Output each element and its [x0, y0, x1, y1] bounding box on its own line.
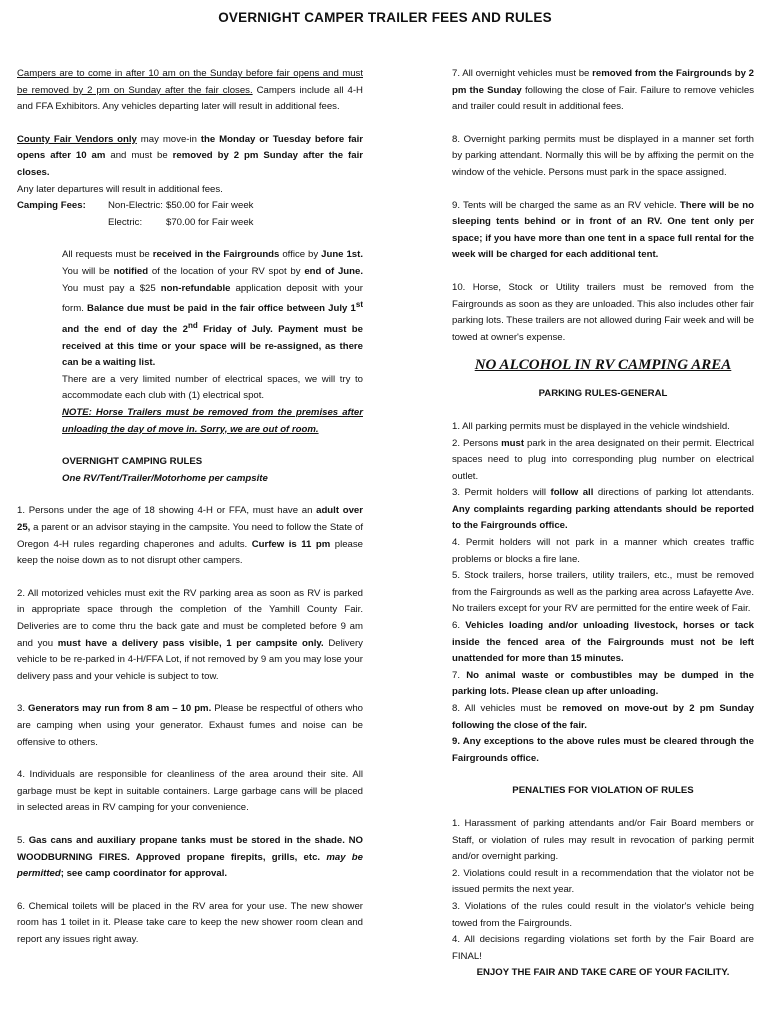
r9-b: There will be no sleeping tents behind or in front of an RV. One tent only per space; if you have more than one tent in a space full rental for the week will be charged for each additional tent.: [452, 199, 755, 261]
r2-c: Delivery vehicle to be re-parked in 4-H/FFA Lot, if not removed by 9 am you may lose your delivery pass and your vehicle is subject to tow.: [17, 637, 363, 682]
parking-rule-3: [452, 485, 754, 535]
p3-a: 3. Permit holders will: [452, 487, 551, 499]
horse-trailer-note: NOTE: Horse Trailers must be removed from the premises after unloading the day of move in. Sorry, we are out of room.: [62, 407, 363, 435]
penalties-heading: PENALTIES FOR VIOLATION OF RULES: [512, 785, 694, 797]
req-l-sup: st: [355, 300, 363, 310]
rule-6: 6. Chemical toilets will be placed in the RV area for your use. The new shower room has 1 toilet in it. Please take care to keep the new shower room clean and report any issues right away.: [17, 900, 363, 945]
r1-e: please keep the noise down as to not disrupt other campers.: [17, 538, 364, 567]
penalty-4: 4. All decisions regarding violations set forth by the Fair Board are FINAL!: [452, 934, 754, 962]
parking-rule-1: 1. All parking permits must be displayed in the vehicle windshield.: [452, 420, 730, 432]
requests-paragraph: [62, 247, 363, 372]
r3-b: Generators may run from 8 am – 10 pm.: [27, 703, 212, 715]
req-j: non-refundable: [160, 282, 231, 294]
r1-b: adult over 25,: [17, 505, 363, 534]
vendors-b: may move-in: [136, 133, 201, 145]
r1-d: Curfew is 11 pm: [251, 538, 331, 550]
vendors-later: Any later departures will result in additional fees.: [17, 183, 223, 195]
electric-label: Electric:: [108, 216, 143, 228]
r3-c: Please be respectful of others who are camping when using your generator. Exhaust fumes and noise can be offensive to others.: [17, 703, 364, 748]
rule-5: [17, 833, 363, 883]
p7-a: 7.: [452, 669, 467, 681]
rule-8: 8. Overnight parking permits must be displayed in a manner set forth by parking attendant. Normally this will be by affixing the permit on the window of the vehicle. Persons must park in the space assigned.: [452, 133, 754, 178]
req-i: You must pay a $25: [62, 282, 161, 294]
req-b: received in the Fairgrounds: [152, 249, 280, 261]
parking-heading: PARKING RULES-GENERAL: [538, 388, 668, 400]
r1-c: a parent or an advisor staying in the campsite. You need to follow the State of Oregon 4-H rules regarding chaperones and adults.: [17, 522, 363, 550]
vendors-e: removed by 2 pm Sunday after the fair closes.: [17, 150, 363, 178]
parking-rule-8: [452, 701, 754, 734]
r5-d: ; see camp coordinator for approval.: [60, 868, 228, 880]
req-n: Friday of July. Payment must be received at this time or your space will be re-assigned, as there can be a waiting list.: [62, 324, 363, 369]
intro-underlined: Campers are to come in after 10 am on the Sunday before fair opens and must be removed by 2 pm on Sunday after the fair closes.: [17, 68, 363, 96]
closing-line: ENJOY THE FAIR AND TAKE CARE OF YOUR FACILITY.: [476, 967, 730, 979]
rule-1: [17, 503, 363, 569]
rule-7: [452, 66, 754, 116]
r5-b: Gas cans and auxiliary propane tanks must be stored in the shade. NO WOODBURNING FIRES. Approved propane firepits, grills, etc.: [17, 834, 363, 863]
r7-a: 7. All overnight vehicles must be: [452, 68, 593, 79]
p2-c: park in the area designated on their permit. Electrical spaces need to plug into corresponding plug number on electrical outlet.: [452, 437, 754, 482]
nonelectric-label: Non-Electric:: [108, 200, 163, 212]
nonelectric-value: $50.00 for Fair week: [166, 200, 254, 212]
parking-rule-5: 5. Stock trailers, horse trailers, utility trailers, etc., must be removed from the Fairgrounds as well as the parking area across Lafayette Ave. No trailers except for your RV are permitted for the entire week of Fair.: [452, 570, 754, 615]
parking-rule-2: [452, 436, 754, 486]
penalty-3: 3. Violations of the rules could result in the violator's vehicle being towed from the Fairgrounds.: [452, 900, 754, 929]
rule-2: [17, 586, 363, 686]
p3-b: follow all: [550, 487, 594, 499]
p3-d: Any complaints regarding parking attendants should be reported to the Fairgrounds office.: [452, 503, 754, 532]
req-m-sup: nd: [187, 320, 198, 330]
r3-a: 3.: [17, 703, 28, 715]
req-h: end of June.: [304, 265, 363, 277]
rule-4: 4. Individuals are responsible for cleanliness of the area around their site. All garbage must be kept in suitable containers. Large garbage cans will be placed in selected areas in RV camping for your convenience.: [17, 769, 363, 814]
fees-label: Camping Fees:: [17, 200, 86, 212]
no-alcohol-heading: NO ALCOHOL IN RV CAMPING AREA: [474, 357, 732, 374]
p3-c: directions of parking lot attendants.: [593, 487, 754, 499]
req-l: Balance due must be paid in the fair office between July 1: [87, 303, 356, 315]
req-c: office by: [279, 249, 322, 261]
left-column: [17, 66, 363, 949]
vendors-a: County Fair Vendors only: [17, 133, 137, 145]
parking-rule-4: 4. Permit holders will not park in a manner which creates traffic problems or blocks a fire lane.: [452, 537, 754, 565]
parking-rule-7: [452, 668, 754, 701]
rule-3: [17, 701, 363, 751]
p6-b: Vehicles loading and/or unloading livestock, horses or tack inside the fenced area of the Fairgrounds must not be left unattended for more than 15 minutes.: [452, 620, 754, 665]
fee-electric-row: [17, 215, 363, 232]
p2-a: 2. Persons: [452, 437, 502, 449]
right-column: [452, 66, 754, 982]
penalty-1: 1. Harassment of parking attendants and/or Fair Board members or Staff, or violation of rules may result in revocation of parking permit and/or overnight parking.: [452, 817, 754, 863]
r7-b: removed from the Fairgrounds by 2 pm the Sunday: [452, 68, 754, 96]
r9-a: 9. Tents will be charged the same as an RV vehicle.: [452, 199, 680, 211]
rules-subheading: One RV/Tent/Trailer/Motorhome per campsite: [62, 472, 268, 484]
req-f: notified: [113, 265, 149, 277]
p8-b: removed on move-out by 2 pm Sunday following the close of the fair.: [452, 703, 754, 731]
page-title: OVERNIGHT CAMPER TRAILER FEES AND RULES: [218, 10, 552, 25]
requests-block: [62, 247, 363, 487]
vendors-c: the Monday or Tuesday before fair opens after 10 am: [17, 133, 364, 162]
penalty-2: 2. Violations could result in a recommendation that the violator not be issued permits the next year.: [452, 867, 754, 896]
req-m: and the end of day the 2: [62, 324, 188, 336]
electrical-spaces: There are a very limited number of electrical spaces, we will try to accommodate each club with (1) electrical spot.: [62, 373, 363, 402]
vendors-d: and must be: [105, 150, 173, 162]
rules-heading: OVERNIGHT CAMPING RULES: [62, 456, 203, 468]
req-g: of the location of your RV spot by: [148, 265, 305, 277]
p7-b: No animal waste or combustibles may be dumped in the parking lots. Please clean up after unloading.: [452, 669, 755, 698]
req-a: All requests must be: [62, 249, 153, 261]
req-e: You will be: [62, 265, 114, 277]
rule-9: [452, 198, 754, 264]
p2-b: must: [501, 437, 525, 449]
r5-a: 5.: [17, 834, 29, 846]
r2-a: 2. All motorized vehicles must exit the RV parking area as soon as RV is parked in appropriate space through the completion of the Yamhill County Fair. Deliveries are to come thru the back gate and must be completed before 9 am and you: [17, 587, 363, 649]
req-d: June 1st.: [321, 249, 363, 261]
r2-b: must have a delivery pass visible, 1 per campsite only.: [57, 637, 324, 649]
r5-c: may be permitted: [17, 851, 363, 880]
fee-nonelectric-row: [17, 198, 363, 215]
req-k: application deposit with your form.: [62, 282, 363, 315]
intro-tail: Campers include all 4-H and FFA Exhibitors. Any vehicles departing later will result in additional fees.: [17, 84, 363, 113]
p6-a: 6.: [452, 620, 466, 632]
r1-a: 1. Persons under the age of 18 showing 4-H or FFA, must have an: [17, 505, 317, 517]
parking-rule-9: 9. Any exceptions to the above rules must be cleared through the Fairgrounds office.: [452, 736, 754, 764]
vendors-paragraph: [17, 132, 363, 182]
r7-c: following the close of Fair. Failure to remove vehicles and trailer could result in additional fees.: [452, 84, 755, 113]
parking-rule-6: [452, 618, 754, 668]
p8-a: 8. All vehicles must be: [452, 703, 563, 714]
rule-10: 10. Horse, Stock or Utility trailers must be removed from the Fairgrounds as soon as they are unloaded. This also includes other fair parking lots. These trailers are not allowed during Fair week and will be towed at owner's expense.: [452, 281, 754, 343]
electric-value: $70.00 for Fair week: [166, 216, 254, 228]
intro-paragraph: [17, 66, 363, 116]
